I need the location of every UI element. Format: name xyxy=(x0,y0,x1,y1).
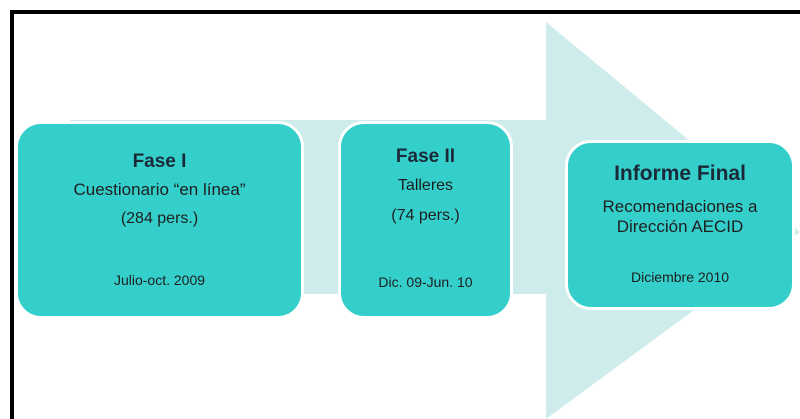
phase-date: Diciembre 2010 xyxy=(630,269,730,285)
phase-box-1 xyxy=(15,121,304,319)
phase-line: (74 pers.) xyxy=(391,207,460,224)
phase-line: Dirección AECID xyxy=(616,217,744,236)
phase-box-2 xyxy=(338,121,513,319)
phase-line: (284 pers.) xyxy=(120,210,199,227)
phase-title: Fase I xyxy=(132,151,187,172)
phase-title: Fase II xyxy=(395,146,456,167)
phase-line: Recomendaciones a xyxy=(602,197,758,216)
phase-title: Informe Final xyxy=(614,162,746,185)
phase-box-3 xyxy=(565,140,795,310)
phase-date: Julio-oct. 2009 xyxy=(113,272,206,288)
phase-line: Talleres xyxy=(397,177,454,194)
phase-date: Dic. 09-Jun. 10 xyxy=(378,274,473,290)
phase-line: Cuestionario “en línea” xyxy=(73,180,246,199)
